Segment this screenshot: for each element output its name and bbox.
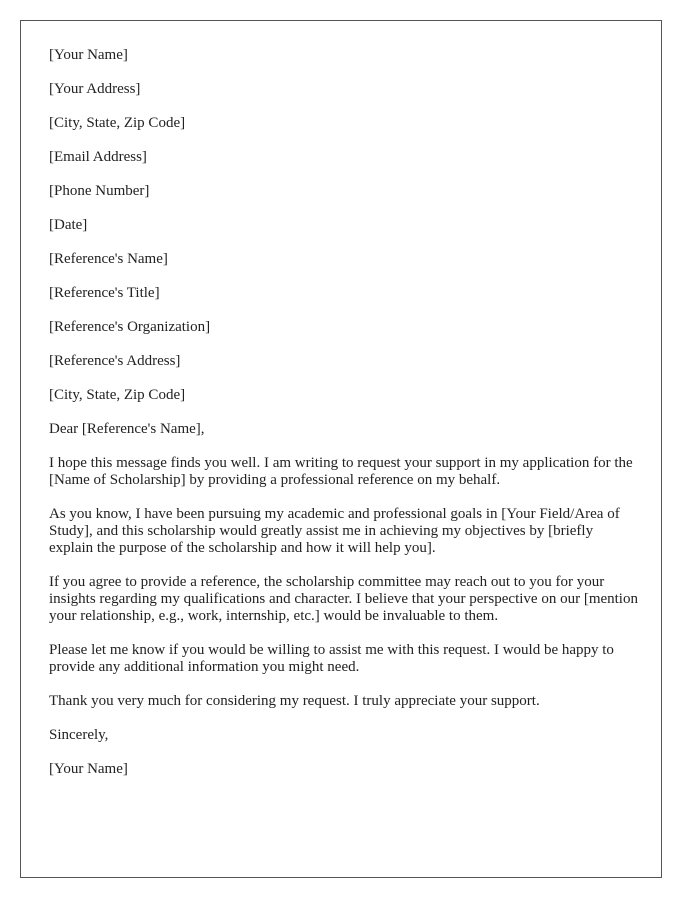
sender-name: [Your Name]: [49, 47, 128, 63]
letter-content: [49, 47, 639, 795]
body-paragraph-2: As you know, I have been pursuing my academic and professional goals in [Your Field/Area of Study], and this scholarship would greatly assist me in achieving my objectives by [briefly explain the purpose of the scholarship and how it will help you].: [49, 506, 620, 556]
body-paragraph-1: I hope this message finds you well. I am writing to request your support in my application for the [Name of Scholarship] by providing a professional reference on my behalf.: [49, 455, 633, 488]
body-paragraph-4: Please let me know if you would be willing to assist me with this request. I would be happy to provide any additional information you might need.: [49, 642, 614, 675]
recipient-title: [Reference's Title]: [49, 285, 160, 301]
salutation: Dear [Reference's Name],: [49, 421, 205, 437]
sender-phone: [Phone Number]: [49, 183, 150, 199]
recipient-address: [Reference's Address]: [49, 353, 181, 369]
letter-page: [20, 20, 662, 878]
sender-email: [Email Address]: [49, 149, 147, 165]
sender-address: [Your Address]: [49, 81, 141, 97]
sender-city-state-zip: [City, State, Zip Code]: [49, 115, 186, 131]
letter-date: [Date]: [49, 217, 88, 233]
body-paragraph-5: Thank you very much for considering my request. I truly appreciate your support.: [49, 693, 540, 709]
recipient-city-state-zip: [City, State, Zip Code]: [49, 387, 186, 403]
recipient-organization: [Reference's Organization]: [49, 319, 211, 335]
recipient-name: [Reference's Name]: [49, 251, 168, 267]
body-paragraph-3: If you agree to provide a reference, the scholarship committee may reach out to you for your insights regarding my qualifications and character. I believe that your perspective on our [mention your relationship, e.g., work, internship, etc.] would be invaluable to them.: [49, 574, 638, 624]
signature-name: [Your Name]: [49, 761, 128, 777]
closing: Sincerely,: [49, 727, 109, 743]
